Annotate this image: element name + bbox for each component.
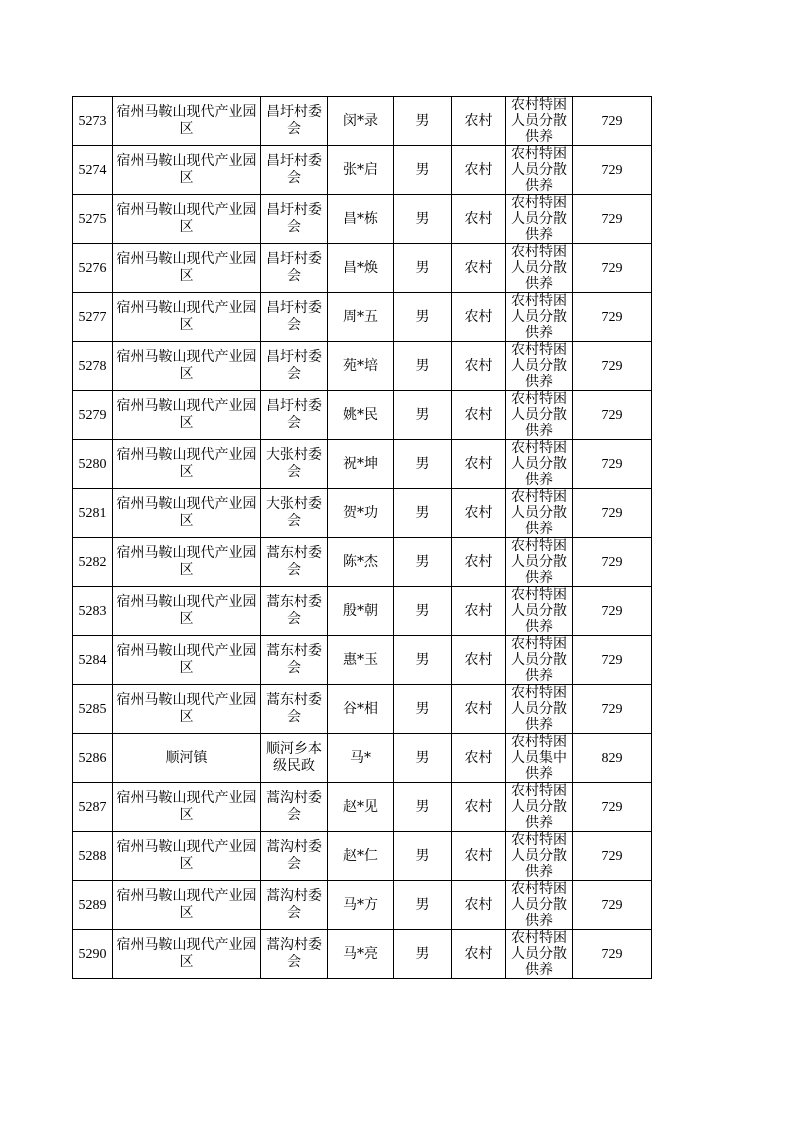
amount-cell: 729 [573,783,652,832]
amount-cell: 729 [573,391,652,440]
area-cell: 农村 [452,391,506,440]
serial-number-cell: 5273 [73,97,113,146]
area-cell: 农村 [452,293,506,342]
support-type-cell: 农村特困人员分散供养 [506,293,573,342]
area-cell: 农村 [452,783,506,832]
amount-cell: 729 [573,146,652,195]
amount-cell: 729 [573,587,652,636]
name-cell: 马*方 [328,881,394,930]
table-row [73,391,652,440]
amount-cell: 729 [573,930,652,979]
town-cell: 宿州马鞍山现代产业园区 [113,832,261,881]
gender-cell: 男 [394,489,452,538]
village-committee-cell: 蒿沟村委会 [261,930,328,979]
serial-number-cell: 5274 [73,146,113,195]
gender-cell: 男 [394,391,452,440]
area-cell: 农村 [452,146,506,195]
village-committee-cell: 昌圩村委会 [261,244,328,293]
area-cell: 农村 [452,881,506,930]
village-committee-cell: 昌圩村委会 [261,342,328,391]
support-type-cell: 农村特困人员分散供养 [506,97,573,146]
name-cell: 惠*玉 [328,636,394,685]
gender-cell: 男 [394,97,452,146]
amount-cell: 729 [573,832,652,881]
area-cell: 农村 [452,930,506,979]
area-cell: 农村 [452,440,506,489]
serial-number-cell: 5275 [73,195,113,244]
gender-cell: 男 [394,293,452,342]
village-committee-cell: 蒿沟村委会 [261,783,328,832]
table-row [73,293,652,342]
area-cell: 农村 [452,244,506,293]
village-committee-cell: 昌圩村委会 [261,146,328,195]
serial-number-cell: 5286 [73,734,113,783]
gender-cell: 男 [394,636,452,685]
roster-body [73,97,652,979]
table-row [73,685,652,734]
serial-number-cell: 5281 [73,489,113,538]
support-type-cell: 农村特困人员分散供养 [506,685,573,734]
support-type-cell: 农村特困人员分散供养 [506,195,573,244]
serial-number-cell: 5280 [73,440,113,489]
name-cell: 张*启 [328,146,394,195]
support-type-cell: 农村特困人员分散供养 [506,391,573,440]
village-committee-cell: 昌圩村委会 [261,293,328,342]
village-committee-cell: 昌圩村委会 [261,391,328,440]
roster-table [72,96,652,979]
table-row [73,489,652,538]
name-cell: 殷*朝 [328,587,394,636]
gender-cell: 男 [394,783,452,832]
gender-cell: 男 [394,440,452,489]
village-committee-cell: 蒿东村委会 [261,587,328,636]
serial-number-cell: 5283 [73,587,113,636]
amount-cell: 729 [573,97,652,146]
table-row [73,97,652,146]
support-type-cell: 农村特困人员集中供养 [506,734,573,783]
name-cell: 昌*焕 [328,244,394,293]
town-cell: 顺河镇 [113,734,261,783]
name-cell: 苑*培 [328,342,394,391]
serial-number-cell: 5276 [73,244,113,293]
serial-number-cell: 5284 [73,636,113,685]
gender-cell: 男 [394,930,452,979]
table-row [73,342,652,391]
town-cell: 宿州马鞍山现代产业园区 [113,685,261,734]
table-row [73,538,652,587]
area-cell: 农村 [452,538,506,587]
table-row [73,930,652,979]
support-type-cell: 农村特困人员分散供养 [506,538,573,587]
amount-cell: 729 [573,195,652,244]
village-committee-cell: 蒿东村委会 [261,685,328,734]
name-cell: 贺*功 [328,489,394,538]
gender-cell: 男 [394,685,452,734]
relief-roster [72,96,652,979]
town-cell: 宿州马鞍山现代产业园区 [113,293,261,342]
serial-number-cell: 5279 [73,391,113,440]
town-cell: 宿州马鞍山现代产业园区 [113,881,261,930]
town-cell: 宿州马鞍山现代产业园区 [113,391,261,440]
table-row [73,440,652,489]
area-cell: 农村 [452,342,506,391]
village-committee-cell: 昌圩村委会 [261,97,328,146]
table-row [73,244,652,293]
town-cell: 宿州马鞍山现代产业园区 [113,489,261,538]
support-type-cell: 农村特困人员分散供养 [506,636,573,685]
support-type-cell: 农村特困人员分散供养 [506,440,573,489]
name-cell: 赵*仁 [328,832,394,881]
gender-cell: 男 [394,195,452,244]
village-committee-cell: 蒿沟村委会 [261,881,328,930]
table-row [73,783,652,832]
area-cell: 农村 [452,195,506,244]
name-cell: 姚*民 [328,391,394,440]
support-type-cell: 农村特困人员分散供养 [506,783,573,832]
name-cell: 昌*栋 [328,195,394,244]
support-type-cell: 农村特困人员分散供养 [506,930,573,979]
town-cell: 宿州马鞍山现代产业园区 [113,783,261,832]
name-cell: 赵*见 [328,783,394,832]
village-committee-cell: 蒿东村委会 [261,636,328,685]
name-cell: 闵*录 [328,97,394,146]
serial-number-cell: 5290 [73,930,113,979]
town-cell: 宿州马鞍山现代产业园区 [113,538,261,587]
area-cell: 农村 [452,97,506,146]
gender-cell: 男 [394,538,452,587]
gender-cell: 男 [394,146,452,195]
name-cell: 马* [328,734,394,783]
support-type-cell: 农村特困人员分散供养 [506,342,573,391]
support-type-cell: 农村特困人员分散供养 [506,244,573,293]
support-type-cell: 农村特困人员分散供养 [506,489,573,538]
name-cell: 周*五 [328,293,394,342]
support-type-cell: 农村特困人员分散供养 [506,881,573,930]
name-cell: 祝*坤 [328,440,394,489]
gender-cell: 男 [394,587,452,636]
name-cell: 马*亮 [328,930,394,979]
amount-cell: 729 [573,440,652,489]
table-row [73,734,652,783]
area-cell: 农村 [452,685,506,734]
serial-number-cell: 5282 [73,538,113,587]
gender-cell: 男 [394,342,452,391]
name-cell: 陈*杰 [328,538,394,587]
serial-number-cell: 5285 [73,685,113,734]
amount-cell: 729 [573,293,652,342]
town-cell: 宿州马鞍山现代产业园区 [113,636,261,685]
support-type-cell: 农村特困人员分散供养 [506,587,573,636]
gender-cell: 男 [394,244,452,293]
gender-cell: 男 [394,832,452,881]
area-cell: 农村 [452,832,506,881]
serial-number-cell: 5289 [73,881,113,930]
area-cell: 农村 [452,587,506,636]
serial-number-cell: 5288 [73,832,113,881]
town-cell: 宿州马鞍山现代产业园区 [113,440,261,489]
amount-cell: 729 [573,489,652,538]
area-cell: 农村 [452,734,506,783]
table-row [73,587,652,636]
amount-cell: 729 [573,244,652,293]
area-cell: 农村 [452,489,506,538]
table-row [73,881,652,930]
village-committee-cell: 顺河乡本级民政 [261,734,328,783]
serial-number-cell: 5287 [73,783,113,832]
amount-cell: 729 [573,538,652,587]
amount-cell: 829 [573,734,652,783]
town-cell: 宿州马鞍山现代产业园区 [113,146,261,195]
gender-cell: 男 [394,734,452,783]
town-cell: 宿州马鞍山现代产业园区 [113,195,261,244]
gender-cell: 男 [394,881,452,930]
table-row [73,832,652,881]
name-cell: 谷*相 [328,685,394,734]
support-type-cell: 农村特困人员分散供养 [506,832,573,881]
amount-cell: 729 [573,342,652,391]
serial-number-cell: 5278 [73,342,113,391]
amount-cell: 729 [573,685,652,734]
town-cell: 宿州马鞍山现代产业园区 [113,930,261,979]
village-committee-cell: 大张村委会 [261,489,328,538]
village-committee-cell: 大张村委会 [261,440,328,489]
village-committee-cell: 蒿沟村委会 [261,832,328,881]
amount-cell: 729 [573,881,652,930]
serial-number-cell: 5277 [73,293,113,342]
village-committee-cell: 昌圩村委会 [261,195,328,244]
table-row [73,195,652,244]
table-row [73,146,652,195]
village-committee-cell: 蒿东村委会 [261,538,328,587]
area-cell: 农村 [452,636,506,685]
amount-cell: 729 [573,636,652,685]
town-cell: 宿州马鞍山现代产业园区 [113,97,261,146]
support-type-cell: 农村特困人员分散供养 [506,146,573,195]
town-cell: 宿州马鞍山现代产业园区 [113,342,261,391]
table-row [73,636,652,685]
town-cell: 宿州马鞍山现代产业园区 [113,244,261,293]
town-cell: 宿州马鞍山现代产业园区 [113,587,261,636]
